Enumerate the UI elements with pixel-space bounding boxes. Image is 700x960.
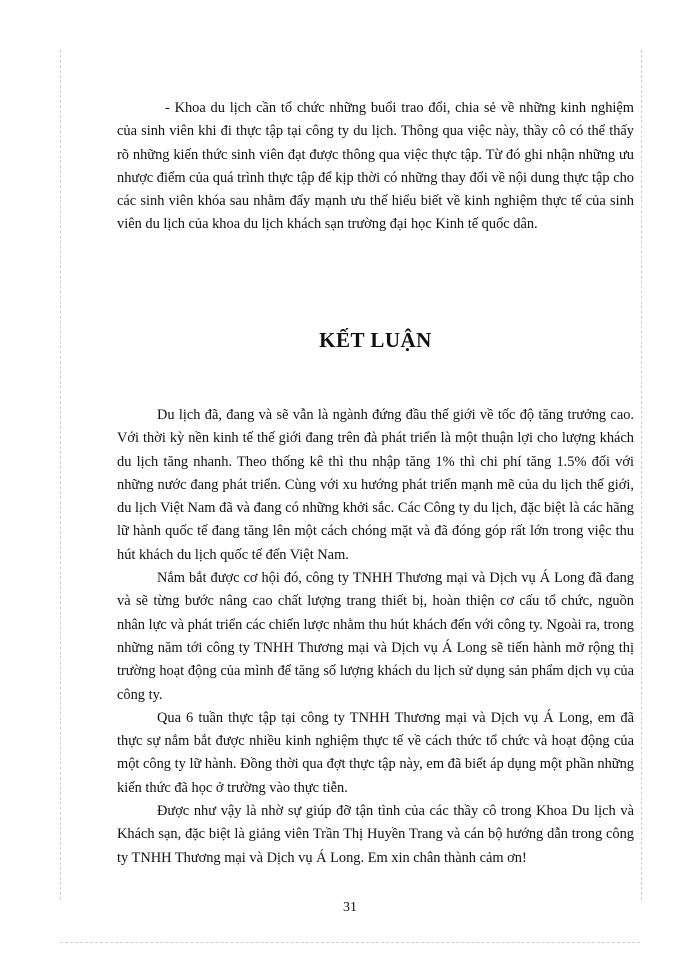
page-number: 31 xyxy=(343,900,357,915)
bottom-divider xyxy=(60,942,640,943)
conclusion-paragraph: Được như vậy là nhờ sự giúp đỡ tận tình của các thầy cô trong Khoa Du lịch và Khách sạn, đặc biệt là giảng viên Trần Thị Huyền Trang và cán bộ hướng dẫn trong công ty TNHH Thương mại và Dịch vụ Á Long. Em xin chân thành cảm ơn! xyxy=(117,803,634,866)
conclusion-paragraph: Qua 6 tuần thực tập tại công ty TNHH Thương mại và Dịch vụ Á Long, em đã thực sự nắm bắt được nhiều kinh nghiệm thực tế về cách thức tổ chức và hoạt động của một công ty lữ hành. Đồng thời qua đợt thực tập này, em đã biết áp dụng một phần những kiến thức đã học ở trường vào thực tiễn. xyxy=(117,709,634,796)
conclusion-body xyxy=(117,404,634,870)
intro-section xyxy=(117,97,634,237)
intro-paragraph: - Khoa du lịch cần tổ chức những buổi trao đổi, chia sẻ về những kinh nghiệm của sinh viên khi đi thực tập tại công ty du lịch. Thông qua việc này, thầy cô có thể thấy rõ những kiến thức sinh viên đạt được thông qua việc thực tập. Từ đó ghi nhận những ưu nhược điểm của quá trình thực tập để kịp thời có những thay đổi về nội dung thực tập cho các sinh viên khóa sau nhằm đẩy mạnh ưu thế hiểu biết về kinh nghiệm thực tế của sinh viên du lịch của khoa du lịch khách sạn trường đại học Kinh tế quốc dân. xyxy=(117,100,634,233)
conclusion-paragraph: Nắm bắt được cơ hội đó, công ty TNHH Thương mại và Dịch vụ Á Long đã đang và sẽ từng bước nâng cao chất lượng trang thiết bị, hoàn thiện cơ cấu tổ chức, nguồn nhân lực và phát triển các chiến lược nhằm thu hút khách đến với công ty. Ngoài ra, trong những năm tới công ty TNHH Thương mại và Dịch vụ Á Long sẽ tiến hành mở rộng thị trường hoạt động của mình để tăng số lượng khách du lịch sử dụng sản phẩm dịch vụ của công ty. xyxy=(117,570,634,703)
conclusion-paragraph: Du lịch đã, đang và sẽ vẫn là ngành đứng đầu thế giới về tốc độ tăng trưởng cao. Với thời kỳ nền kinh tế thế giới đang trên đà phát triển là một thuận lợi cho lượng khách du lịch tăng nhanh. Theo thống kê thì thu nhập tăng 1% thì chi phí tăng 1.5% đối với những nước đang phát triển. Cùng với xu hướng phát triển mạnh mẽ của du lịch thế giới, du lịch Việt Nam đã và đang có những khởi sắc. Các Công ty du lịch, đặc biệt là các hãng lữ hành quốc tế đang tăng lên một cách chóng mặt và đã đóng góp rất lớn trong việc thu hút khách du lịch quốc tế đến Việt Nam. xyxy=(117,407,634,563)
conclusion-heading: KẾT LUẬN xyxy=(319,328,432,352)
